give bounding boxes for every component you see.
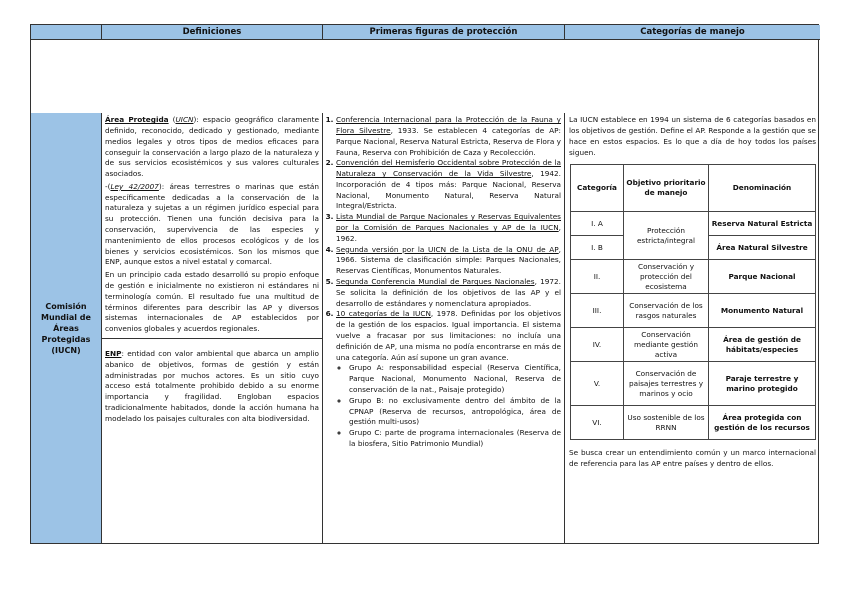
header-figuras: Primeras figuras de protección: [323, 25, 565, 40]
grupo-item: ◦ Grupo A: responsabilidad especial (Reserva Científica, Parque Nacional, Monumento Nacional, Reserva de conservación de la nat., Paisaje protegido): [349, 363, 561, 395]
cell-denominacion: Monumento Natural: [709, 294, 816, 328]
ap-text: : espacio geográfico claramente definido, reconocido, dedicado y gestionado, mediante medios legales y otros tipos de medios eficaces para conseguir la conservación a largo plazo de la naturaleza y de sus servicios ecosistémicos y sus valores culturales asociados.: [105, 115, 319, 179]
grupo-item: ◦ Grupo B: no exclusivamente dentro del ámbito de la CPNAP (Reserva de recursos, antropológica, área de gestión multi-usos): [349, 396, 561, 428]
cell-denominacion: Parque Nacional: [709, 260, 816, 294]
protected-areas-table: [30, 24, 819, 544]
th-categoria: Categoría: [571, 165, 624, 212]
figuras-list: [323, 113, 564, 450]
figura-item: [336, 277, 561, 309]
cell-categoria: I. A: [571, 212, 624, 236]
figura-text: , 1972. Se solicita la definición de los objetivos de las AP y el desarrollo de estándares y nomenclatura apropiados.: [336, 277, 561, 308]
figura-item: [336, 158, 561, 212]
categorias-intro: La IUCN establece en 1994 un sistema de 6 categorías basados en los objetivos de gestión. Define el AP. Responde a la gestión que se hace en estos espacios. Es lo que a día de hoy todos los países siguen.: [569, 115, 816, 157]
header-blank-cell: [31, 25, 102, 40]
cell-denominacion: Área Natural Silvestre: [709, 236, 816, 260]
figura-title: Segunda Conferencia Mundial de Parques Nacionales: [336, 277, 535, 287]
header-definiciones: Definiciones: [102, 25, 323, 40]
cell-objetivo: Uso sostenible de los RRNN: [624, 406, 709, 440]
figura-title: Convención del Hemisferio Occidental sobre Protección de la Naturaleza y Conservación de la Vida Silvestre: [336, 158, 561, 179]
cell-objetivo: Conservación mediante gestión activa: [624, 328, 709, 362]
figura-title: Lista Mundial de Parque Nacionales y Reservas Equivalentes por la Comisión de Parques Nacionales y AP de la IUCN: [336, 212, 561, 233]
table-row: [571, 328, 816, 362]
cell-categoria: II.: [571, 260, 624, 294]
side-label: Comisión Mundial de Áreas Protegidas (IUCN): [41, 301, 91, 355]
table-row: [571, 212, 816, 236]
table-row: [571, 362, 816, 406]
figura-text: , 1978. Definidas por los objetivos de la gestión de los espacios. Igual importancia. El sistema vuelve a fracasar por sus limitaciones: no incluía una definición de AP, una misma no podía encontrarse en más de una categoría. Aún así supone un gran avance.: [336, 309, 561, 362]
categorias-table: [570, 164, 816, 440]
cell-objetivo: Protección estricta/integral: [624, 212, 709, 260]
table-row: [571, 294, 816, 328]
figura-text: , 1942. Incorporación de 4 tipos más: Parque Nacional, Reserva Nacional, Monumento Natural, Reserva Natural Integral/Estricta.: [336, 169, 561, 211]
ap-source: UICN: [175, 115, 194, 125]
figura-item: [336, 309, 561, 449]
cell-denominacion: Paraje terrestre y marino protegido: [709, 362, 816, 406]
cell-categoria: III.: [571, 294, 624, 328]
table-row: [571, 260, 816, 294]
grupo-item: ◦ Grupo C: parte de programa internacionales (Reserva de la biosfera, Sitio Patrimonio Mundial): [349, 428, 561, 450]
cell-categoria: I. B: [571, 236, 624, 260]
cell-categoria: V.: [571, 362, 624, 406]
grupos-list: [336, 363, 561, 449]
cell-objetivo: Conservación de los rasgos naturales: [624, 294, 709, 328]
header-categorias: Categorías de manejo: [565, 25, 820, 40]
figura-title: Conferencia Internacional para la Protección de la Fauna y Flora Silvestre: [336, 115, 561, 135]
cell-denominacion: Reserva Natural Estricta: [709, 212, 816, 236]
ley-ref: Ley 42/2007: [110, 181, 159, 191]
figura-item: [336, 212, 561, 244]
side-label-cell: [31, 113, 102, 543]
enp-term: ENP: [105, 349, 122, 359]
cell-categoria: IV.: [571, 328, 624, 362]
def-enp: [105, 349, 319, 425]
cell-objetivo: Conservación y protección del ecosistema: [624, 260, 709, 294]
table-row: [571, 406, 816, 440]
categorias-column: [565, 113, 820, 543]
cell-denominacion: Área de gestión de hábitats/especies: [709, 328, 816, 362]
def-principio: En un principio cada estado desarrolló su propio enfoque de gestión e inicialmente no existieron ni estándares ni terminología común. El resultado fue una multitud de términos diferentes para describir las AP y diversos sistemas internacionales de AP establecidos por convenios globales y acuerdos regionales.: [105, 270, 319, 334]
figura-item: [336, 115, 561, 158]
figuras-column: [323, 113, 565, 543]
figura-text: , 1962.: [336, 223, 561, 243]
figura-title: 10 categorías de la IUCN: [336, 309, 431, 319]
categorias-outro: Se busca crear un entendimiento común y un marco internacional de referencia para las AP entre países y dentro de ellos.: [569, 448, 816, 469]
figura-text: , 1933. Se establecen 4 categorías de AP: Parque Nacional, Reserva Natural Estricta, Reserva de Flora y Fauna, Reserva con Prohibición de Caza y Recolección.: [336, 125, 561, 157]
th-denominacion: Denominación: [709, 165, 816, 212]
cell-denominacion: Área protegida con gestión de los recursos: [709, 406, 816, 440]
def-ley: -(Ley 42/2007): áreas terrestres o marinas que están específicamente dedicadas a la conservación de la naturaleza y sujetas a un régimen jurídico especial para su protección. Tienen una función decisiva para la conservación, supervivencia de las especies y mantenimiento de ellos procesos ecológicos y de los bienes y servicios ecosistémicos. Son los mismos que ENP, aunque estos a nivel estatal y comarcal.: [105, 181, 319, 267]
table-header-row: [571, 165, 816, 212]
def-area-protegida: Área Protegida (UICN): espacio geográfico claramente definido, reconocido, dedicado y gestionado, mediante medios legales y otros tipos de medios eficaces para conseguir la conservación a largo plazo de la naturaleza y de sus servicios ecosistémicos y sus valores culturales asociados.: [105, 115, 319, 179]
cell-objetivo: Conservación de paisajes terrestres y marinos y ocio: [624, 362, 709, 406]
enp-text: : entidad con valor ambiental que abarca un amplio abanico de objetivos, formas de gestión y están administradas por muchos actores. Es un sitio cuyo acceso está totalmente prohibido debido a su enorme importancia y fragilidad. Engloban espacios tradicionalmente habitados, donde la acción humana ha modelado los paisajes culturales con alta biodiversidad.: [105, 349, 319, 423]
figura-text: , 1966. Sistema de clasificación simple: Parques Nacionales, Reservas Científicas, Monumentos Naturales.: [336, 244, 561, 276]
ap-term: Área Protegida: [105, 115, 169, 125]
figura-title: Segunda versión por la UICN de la Lista de la ONU de AP: [336, 244, 559, 254]
figura-item: [336, 245, 561, 277]
th-objetivo: Objetivo prioritario de manejo: [624, 165, 709, 212]
cell-categoria: VI.: [571, 406, 624, 440]
ley-text: : áreas terrestres o marinas que están específicamente dedicadas a la conservación de la naturaleza y sujetas a un régimen jurídico especial para su protección. Tienen una función decisiva para la conservación, supervivencia de las especies y mantenimiento de ellos procesos ecológicos y de los bienes y servicios ecosistémicos. Son los mismos que ENP, aunque estos a nivel estatal y comarcal.: [105, 181, 319, 267]
definiciones-column: [102, 113, 323, 543]
